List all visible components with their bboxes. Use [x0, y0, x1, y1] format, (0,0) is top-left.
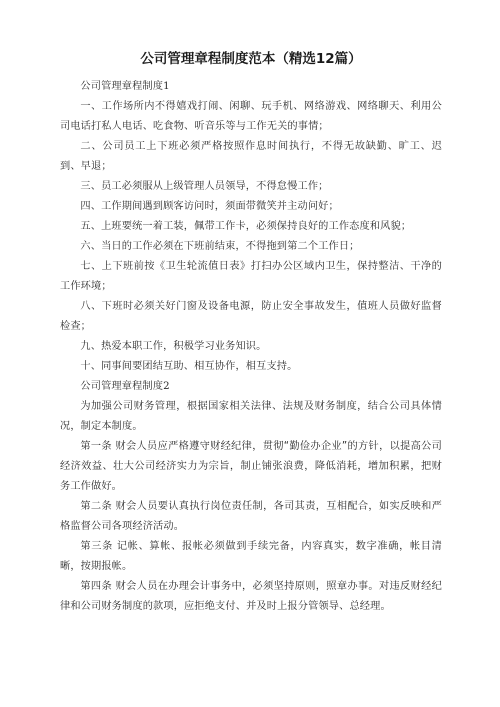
rule-paragraph: 十、同事间要团结互助、相互协作，相互支持。 — [80, 361, 298, 372]
section-heading: 公司管理章程制度2 — [80, 381, 170, 392]
rule-paragraph: 七、上下班前按《卫生轮流值日表》打扫办公区域内卫生，保持整洁、干净的工作环境； — [60, 261, 442, 292]
intro-paragraph: 为加强公司财务管理，根据国家相关法律、法规及财务制度，结合公司具体情况，制定本制度。 — [60, 401, 442, 432]
document-title: 公司管理章程制度范本（精选12篇） — [140, 51, 362, 67]
rule-paragraph: 二、公司员工上下班必须严格按照作息时间执行，不得无故缺勤、旷工、迟到、早退； — [60, 141, 442, 172]
rule-paragraph: 六、当日的工作必须在下班前结束，不得拖到第二个工作日； — [80, 241, 360, 252]
section-heading: 公司管理章程制度1 — [80, 81, 170, 92]
article-paragraph: 第三条 记帐、算帐、报帐必须做到手续完备，内容真实，数字准确，帐目清晰，按期报帐。 — [60, 541, 442, 572]
article-paragraph: 第二条 财会人员要认真执行岗位责任制，各司其责，互相配合，如实反映和严格监督公司各项经济活动。 — [60, 501, 442, 532]
article-paragraph: 第四条 财会人员在办理会计事务中，必须坚持原则，照章办事。对违反财经纪律和公司财务制度的款项，应拒绝支付、并及时上报分管领导、总经理。 — [60, 581, 442, 612]
rule-paragraph: 九、热爱本职工作，积极学习业务知识。 — [80, 341, 267, 352]
rule-paragraph: 五、上班要统一着工装，佩带工作卡，必须保持良好的工作态度和风貌； — [80, 221, 412, 232]
article-paragraph: 第一条 财会人员应严格遵守财经纪律，贯彻“勤俭办企业”的方针，以提高公司经济效益、壮大公司经济实力为宗旨，制止铺张浪费，降低消耗，增加积累，把财务工作做好。 — [60, 441, 442, 492]
rule-paragraph: 四、工作期间遇到顾客访问时，须面带微笑并主动问好； — [80, 201, 339, 212]
rule-paragraph: 八、下班时必须关好门窗及设备电源，防止安全事故发生，值班人员做好监督检查； — [60, 301, 442, 332]
rule-paragraph: 三、员工必须服从上级管理人员领导，不得怠慢工作； — [80, 181, 329, 192]
rule-paragraph: 一、工作场所内不得嬉戏打闹、闲聊、玩手机、网络游戏、网络聊天、利用公司电话打私人电话、吃食物、听音乐等与工作无关的事情； — [60, 101, 442, 132]
